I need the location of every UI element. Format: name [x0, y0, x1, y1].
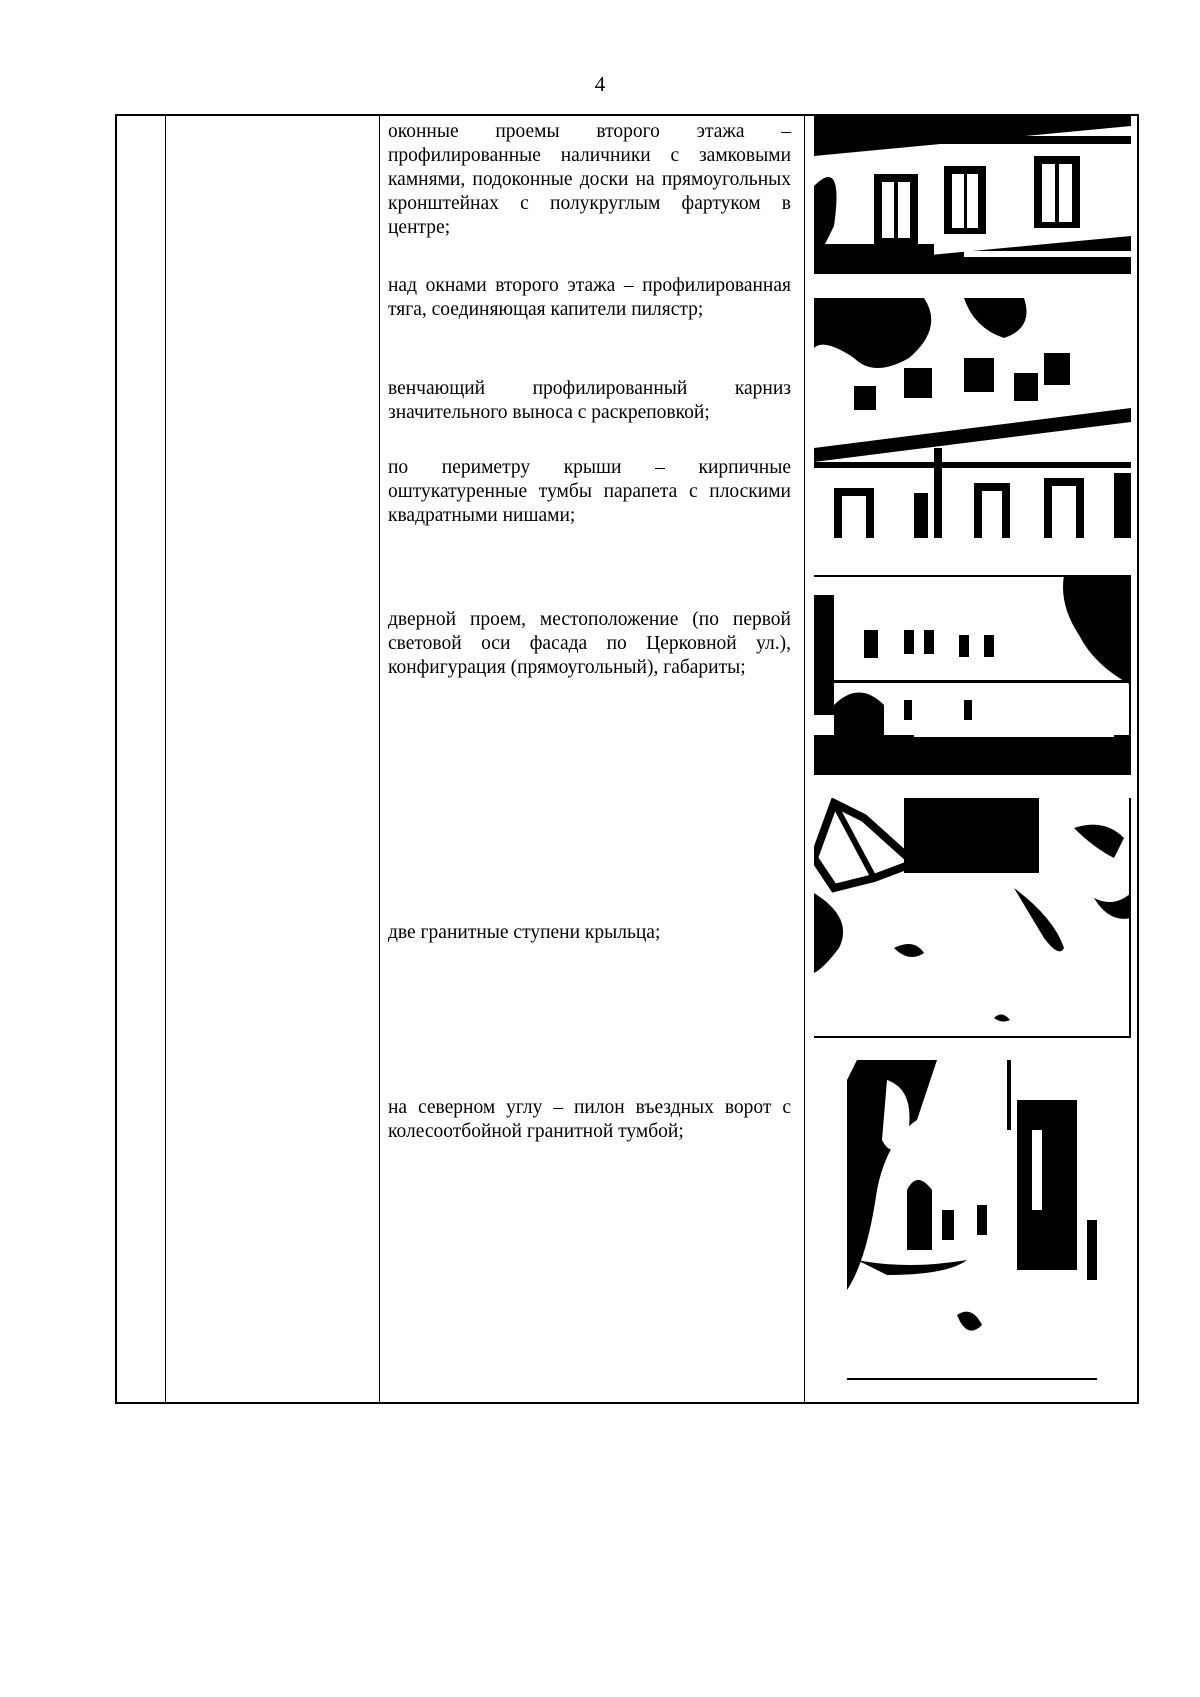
description-cornice-band — [388, 274, 791, 322]
description-text: две гранитные ступени крыльца; — [388, 922, 661, 943]
description-gate-pylon — [388, 1096, 791, 1144]
photo-roof-parapet — [814, 298, 1131, 538]
photo-granite-steps — [814, 798, 1131, 1038]
column-divider — [379, 116, 380, 1402]
photo-window-surrounds — [814, 116, 1131, 274]
description-text: по периметру крыши – кирпичные оштукатуренные тумбы парапета с плоскими квадратными нишами; — [388, 457, 791, 526]
description-text: на северном углу – пилон въездных ворот с колесоотбойной гранитной тумбой; — [388, 1097, 791, 1142]
description-granite-steps — [388, 921, 791, 945]
description-doorway — [388, 608, 791, 680]
column-divider — [165, 116, 166, 1402]
description-window-openings — [388, 120, 791, 240]
page-number: 4 — [594, 72, 606, 96]
description-text: над окнами второго этажа – профилированная тяга, соединяющая капители пилястр; — [388, 275, 791, 320]
description-text: венчающий профилированный карниз значительного выноса с раскреповкой; — [388, 378, 791, 423]
photo-gate-pylon — [847, 1060, 1097, 1380]
column-divider — [804, 116, 805, 1402]
description-crowning-cornice — [388, 377, 791, 425]
photo-doorway-facade — [814, 575, 1131, 775]
description-parapet — [388, 456, 791, 528]
description-text: оконные проемы второго этажа – профилированные наличники с замковыми камнями, подоконные доски на прямоугольных кронштейнах с полукруглым фартуком в центре; — [388, 121, 791, 238]
description-text: дверной проем, местоположение (по первой световой оси фасада по Церковной ул.), конфигурация (прямоугольный), габариты; — [388, 609, 791, 678]
